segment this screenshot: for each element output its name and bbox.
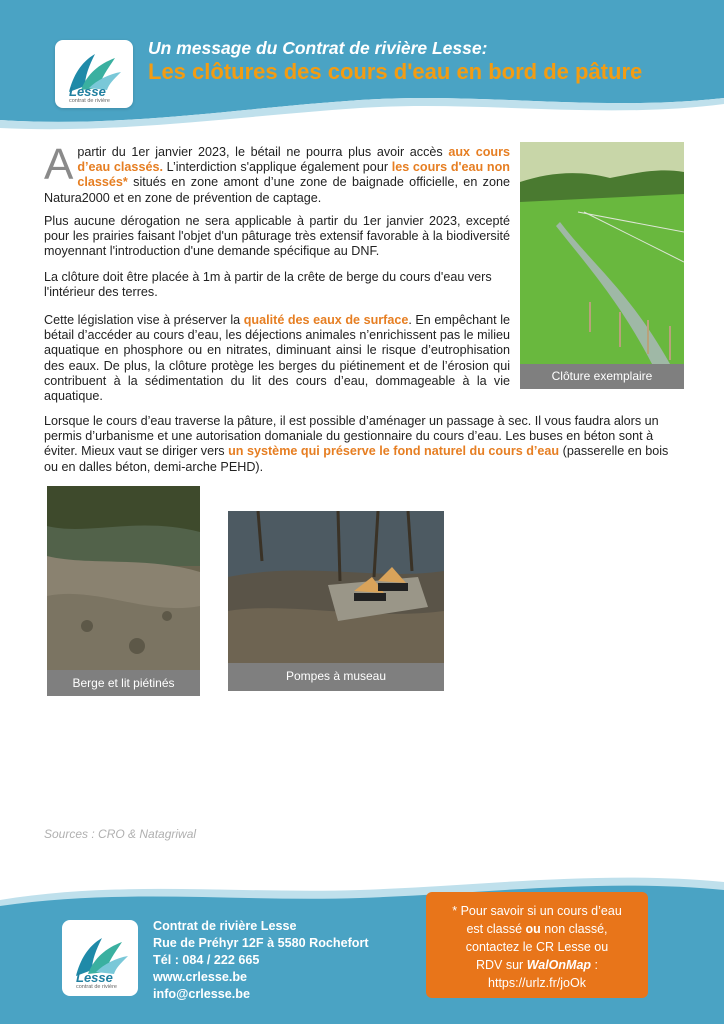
footer-logo-subtext: contrat de rivière (76, 984, 117, 990)
highlight-surface-water: qualité des eaux de surface (243, 313, 409, 327)
footer-logo-text: Lesse (76, 970, 113, 985)
paragraph-derogation: Plus aucune dérogation ne sera applicable à partir du 1er janvier 2023, excepté pour les prairies faisant l'objet d'un pâturage très extensif favorable à la biodiversité moyennant l'introduction d'une demande spécifique au DNF. (44, 214, 510, 259)
highlight-classed: aux cours d’eau classés. (77, 145, 510, 175)
photo-trampled-bank (47, 486, 200, 670)
contact-email[interactable]: info@crlesse.be (153, 987, 250, 1001)
lesse-logo (55, 40, 133, 108)
drop-cap: A (44, 140, 74, 189)
logo-text: Lesse (69, 84, 106, 99)
contact-address: Rue de Préhyr 12F à 5580 Rochefort (153, 936, 369, 950)
footer-lesse-logo (62, 920, 138, 996)
paragraph-water-quality: Cette législation vise à préserver la qualité des eaux de surface. En empêchant le bétail d’accéder au cours d’eau, les déjections animales n’enrichissent pas le milieu aquatique en phosphore ou en nitrates, diminuant ainsi le risque d’eutrophisation des eaux. De plus, la clôture protège les berges du piétinement et de l’érosion qui contribuent à la sédimentation du lit des cours d’eau, dommageable à la vie aquatique. (44, 313, 510, 404)
caption-fence: Clôture exemplaire (520, 364, 684, 389)
header-kicker: Un message du Contrat de rivière Lesse: (148, 38, 488, 58)
caption-pumps: Pompes à museau (228, 663, 444, 691)
contact-website[interactable]: www.crlesse.be (153, 970, 248, 984)
logo-subtext: contrat de rivière (69, 98, 110, 104)
photo-nose-pumps (228, 511, 444, 663)
paragraph-intro: Apartir du 1er janvier 2023, le bétail ne pourra plus avoir accès aux cours d’eau classés. L’interdiction s'applique également pour les cours d'eau non classés* situés en zone amont d’une zone de baignade officielle, en zone Natura2000 et en zone de prévention de captage. (44, 140, 511, 205)
sources-note: Sources : CRO & Natagriwal (44, 827, 197, 841)
page-title: Les clôtures des cours d'eau en bord de pâture (148, 59, 643, 84)
highlight-natural-bed: un système qui préserve le fond naturel du cours d’eau (228, 444, 560, 459)
highlight-non-classed: les cours d'eau non classés* (77, 160, 511, 190)
photo-fence-pasture (520, 142, 684, 364)
paragraph-fence-position: La clôture doit être placée à 1m à partir de la crête de berge du cours d'eau vers l'intérieur des terres. (44, 270, 492, 300)
walonmap-link[interactable]: https://urlz.fr/joOk (488, 976, 586, 990)
contact-org: Contrat de rivière Lesse (153, 919, 297, 933)
contact-phone: Tél : 084 / 222 665 (153, 953, 260, 967)
contact-block (153, 918, 369, 1003)
classification-note: * Pour savoir si un cours d’eau est classé ou non classé, contactez le CR Lesse ou RDV sur WalOnMap : https://urlz.fr/joOk (426, 892, 648, 998)
paragraph-crossing: Lorsque le cours d’eau traverse la pâture, il est possible d’aménager un passage à sec. Il vous faudra alors un permis d’urbanisme et une autorisation domaniale du gestionnaire du cours d’eau. Les buses en béton sont à éviter. Mieux vaut se diriger vers un système qui préserve le fond naturel du cours d’eau (passerelle en bois ou en dalles béton, demi-arche PEHD). (44, 414, 669, 474)
caption-bank: Berge et lit piétinés (47, 670, 200, 696)
walonmap-label: WalOnMap (526, 958, 592, 972)
